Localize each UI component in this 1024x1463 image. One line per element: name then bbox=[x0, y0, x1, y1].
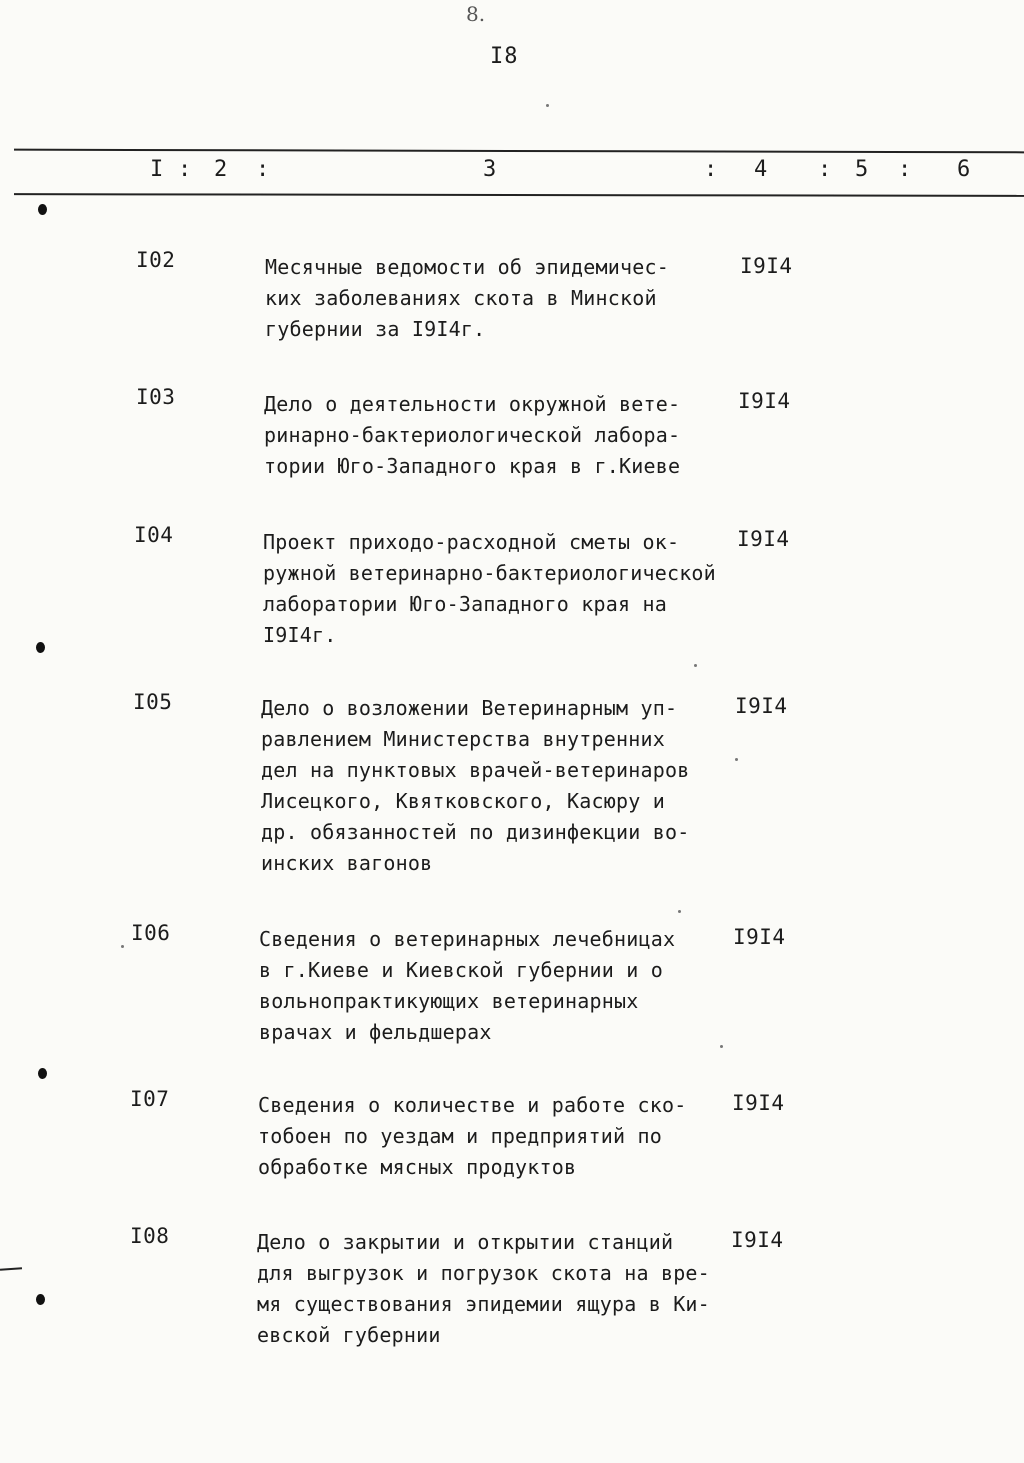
binding-hole-mark bbox=[36, 642, 45, 653]
paper-speck bbox=[694, 664, 697, 667]
header-top-rule bbox=[14, 149, 1024, 154]
column-separator: : bbox=[818, 157, 832, 182]
paper-speck bbox=[678, 910, 681, 913]
column-separator: : bbox=[898, 157, 912, 182]
binding-hole-mark bbox=[36, 1294, 45, 1305]
page-number: I8 bbox=[490, 44, 519, 69]
entry-year: I9I4 bbox=[732, 1091, 785, 1115]
entry-title: Сведения о количестве и работе ско- тобоен по уездам и предприятий по обработке мясных продуктов bbox=[258, 1093, 687, 1179]
entry-title: Проект приходо-расходной сметы ок- ружной ветеринарно-бактериологической лаборатории Юго-Западного края на I9I4г. bbox=[263, 530, 716, 647]
inventory-entry bbox=[0, 385, 1024, 478]
paper-speck bbox=[121, 945, 124, 948]
column-separator: : bbox=[704, 157, 718, 182]
entry-title: Дело о возложении Ветеринарным уп- равлением Министерства внутренних дел на пунктовых врачей-ветеринаров Лисецкого, Квятковского, Касюру и др. обязанностей по дизинфекции во- инских вагонов bbox=[261, 696, 690, 875]
entry-title: Сведения о ветеринарных лечебницах в г.Киеве и Киевской губернии и о вольнопрактикующих ветеринарных врачах и фельдшерах bbox=[259, 927, 676, 1044]
column-separator: : bbox=[256, 157, 270, 182]
entry-year: I9I4 bbox=[733, 925, 786, 949]
inventory-entry bbox=[0, 248, 1024, 341]
column-separator: : bbox=[178, 157, 192, 182]
inventory-entry bbox=[0, 1087, 1024, 1179]
binding-hole-mark bbox=[38, 1068, 47, 1079]
handwritten-folio-mark: 8. bbox=[466, 2, 486, 26]
inventory-entry bbox=[0, 921, 1024, 1044]
entry-number: I04 bbox=[134, 523, 174, 547]
inventory-entry bbox=[0, 1224, 1024, 1347]
binding-hole-mark bbox=[38, 204, 47, 215]
entry-year: I9I4 bbox=[735, 694, 788, 718]
entry-number: I06 bbox=[131, 921, 171, 945]
column-header-row bbox=[0, 157, 1024, 189]
entry-title: Дело о закрытии и открытии станций для выгрузок и погрузок скота на вре- мя существования эпидемии ящура в Ки- евской губернии bbox=[257, 1230, 710, 1347]
entry-number: I02 bbox=[136, 248, 176, 272]
paper-speck bbox=[546, 104, 549, 107]
column-5-header: 5 bbox=[855, 157, 869, 182]
header-bottom-rule bbox=[14, 193, 1024, 197]
inventory-entry bbox=[0, 523, 1024, 647]
column-4-header: 4 bbox=[754, 157, 768, 182]
column-3-header: 3 bbox=[483, 157, 497, 182]
paper-speck bbox=[735, 758, 738, 761]
column-6-header: 6 bbox=[957, 157, 971, 182]
entry-year: I9I4 bbox=[740, 254, 793, 278]
column-1-header: I bbox=[150, 157, 164, 182]
entry-title: Месячные ведомости об эпидемичес- ких заболеваниях скота в Минской губернии за I9I4г. bbox=[265, 255, 669, 341]
column-2-header: 2 bbox=[214, 157, 228, 182]
entry-number: I07 bbox=[130, 1087, 170, 1111]
entry-number: I08 bbox=[130, 1224, 170, 1248]
entry-year: I9I4 bbox=[737, 527, 790, 551]
inventory-entry bbox=[0, 690, 1024, 875]
paper-speck bbox=[720, 1045, 723, 1048]
entry-number: I03 bbox=[136, 385, 176, 409]
margin-pen-stroke bbox=[0, 1267, 22, 1271]
entry-title: Дело о деятельности окружной вете- ринарно-бактериологической лабора- тории Юго-Западного края в г.Киеве bbox=[264, 392, 681, 478]
entry-number: I05 bbox=[133, 690, 173, 714]
entry-year: I9I4 bbox=[731, 1228, 784, 1252]
entry-year: I9I4 bbox=[738, 389, 791, 413]
